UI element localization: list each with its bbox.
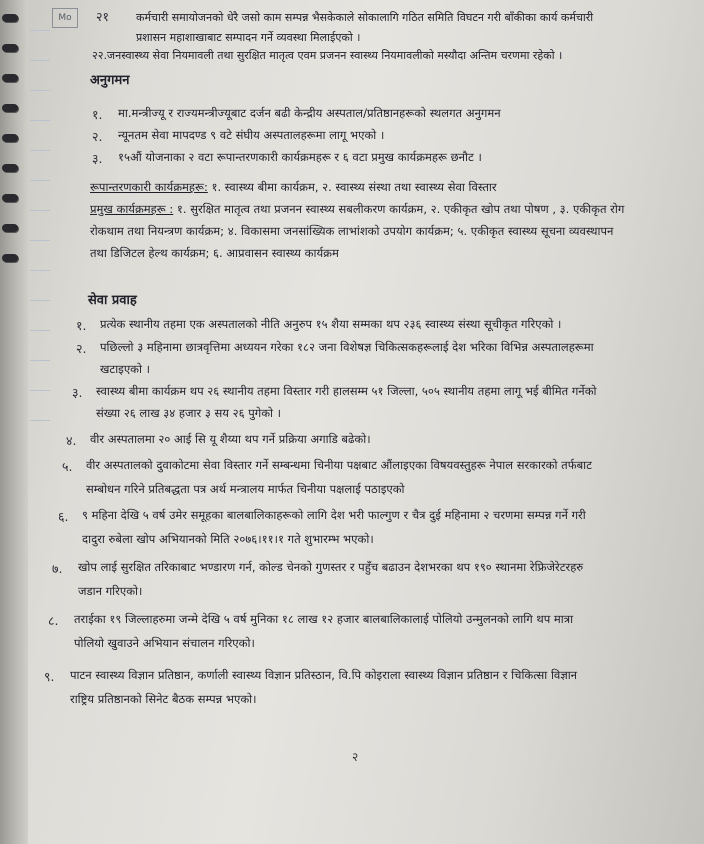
main-programs-label: प्रमुख कार्यक्रमहरू : [90, 202, 174, 216]
page-number: २ [352, 750, 359, 764]
spiral-ring [2, 194, 18, 202]
list-number: ७. [52, 561, 63, 576]
ruled-line [30, 270, 50, 271]
list-item: सम्बोधन गरिने प्रतिबद्धता पत्र अर्थ मन्त्रालय मार्फत चिनीया पक्षलाई पठाइएको [86, 482, 405, 496]
ruled-line [30, 90, 50, 91]
notebook-spiral-binding [0, 0, 28, 844]
list-item: पछिल्लो ३ महिनामा छात्रवृत्तिमा अध्ययन गरेका १८२ जना विशेषज्ञ चिकित्सकहरूलाई देश भरिका विभिन्न अस्पतालहरूमा [100, 340, 594, 354]
ruled-line [30, 60, 50, 61]
section-title-seva: सेवा प्रवाह [88, 293, 137, 308]
spiral-ring [2, 224, 18, 232]
item-number: २१ [96, 9, 110, 24]
list-number: ५. [62, 459, 73, 474]
spiral-ring [2, 44, 18, 52]
list-item: १५औं योजनाका २ वटा रूपान्तरणकारी कार्यक्रमहरू र ६ वटा प्रमुख कार्यक्रमहरू छनौट । [118, 150, 482, 164]
list-item: पोलियो खुवाउने अभियान संचालन गरिएको। [74, 636, 255, 650]
spiral-ring [2, 14, 18, 22]
item-text: कर्मचारी समायोजनको धेरै जसो काम सम्पन्न भैसकेकाले सोकालागि गठित समिति विघटन गरी बाँकीका कार्य कर्मचारी [136, 11, 594, 24]
list-item: वीर अस्पतालमा २० आई सि यू शैय्या थप गर्ने प्रक्रिया अगाडि बढेको। [90, 432, 371, 446]
list-item: मा.मन्त्रीज्यू र राज्यमन्त्रीज्यूबाट दर्जन बढी केन्द्रीय अस्पताल/प्रतिष्ठानहरूको स्थलगत अनुगमन [118, 106, 501, 120]
list-item: दादुरा रुबेला खोप अभियानको मिति २०७६।११।१ गते शुभारम्भ भएको। [82, 532, 374, 546]
list-number: २. [92, 129, 103, 144]
list-number: ३. [92, 151, 103, 166]
ruled-line [30, 180, 50, 181]
list-number: २. [76, 341, 87, 356]
ruled-line [30, 210, 50, 211]
spiral-ring [2, 104, 18, 112]
main-programs-text: १. सुरक्षित मातृत्व तथा प्रजनन स्वास्थ्य सबलीकरण कार्यक्रम, २. एकीकृत खोप तथा पोषण , ३. एकीकृत रोग [173, 202, 625, 216]
ruled-line [30, 360, 50, 361]
list-item: जडान गरिएको। [78, 584, 143, 598]
item-text: प्रशासन महाशाखाबाट सम्पादन गर्ने व्यवस्था मिलाईएको । [136, 31, 361, 44]
list-item: तराईका १९ जिल्लाहरुमा जन्मे देखि ५ वर्ष मुनिका १८ लाख १२ हजार बालबालिकालाई पोलियो उन्मुलनको लागि थप मात्रा [74, 612, 574, 626]
list-item: खोप लाई सुरक्षित तरिकाबाट भण्डारण गर्न, कोल्ड चेनको गुणस्तर र पहुँच बढाउन देशभरका थप १९० स्थानमा रेफ्रिजेरेटरहरु [78, 560, 584, 574]
ruled-line [30, 420, 50, 421]
main-programs [90, 202, 624, 217]
spiral-ring [2, 134, 18, 142]
spiral-ring [2, 74, 18, 82]
item-text: २२.जनस्वास्थ्य सेवा नियमावली तथा सुरक्षित मातृत्व एवम प्रजनन स्वास्थ्य नियमावलीको मस्यौदा अन्तिम चरणमा रहेको । [92, 49, 563, 62]
list-item: संख्या २६ लाख ३४ हजार ३ सय २६ पुगेको । [96, 406, 282, 420]
spiral-ring [2, 164, 18, 172]
ruled-line [30, 330, 50, 331]
ruled-line [30, 390, 50, 391]
main-programs-text: रोकथाम तथा नियन्त्रण कार्यक्रम; ४. विकासमा जनसांख्यिक लाभांशको उपयोग कार्यक्रम; ५. एकीकृत स्वास्थ्य सूचना व्यवस्थापन [90, 224, 614, 238]
list-item: स्वास्थ्य बीमा कार्यक्रम थप २६ स्थानीय तहमा विस्तार गरी हालसम्म ५१ जिल्ला, ५०५ स्थानीय तहमा लागू भई बीमित गर्नेको [96, 384, 597, 398]
list-number: १. [76, 318, 87, 333]
list-number: ९. [44, 669, 55, 684]
main-programs-text: तथा डिजिटल हेल्थ कार्यक्रम; ६. आप्रवासन स्वास्थ्य कार्यक्रम [90, 246, 339, 260]
transformative-programs [90, 180, 497, 195]
list-item: ९ महिना देखि ५ वर्ष उमेर समूहका बालबालिकाहरूको लागि देश भरी फाल्गुण र चैत्र दुई महिनामा २ चरणमा सम्पन्न गर्ने गरी [82, 508, 586, 522]
ruled-line [30, 150, 50, 151]
transformative-programs-text: १. स्वास्थ्य बीमा कार्यक्रम, २. स्वास्थ्य संस्था तथा स्वास्थ्य सेवा विस्तार [207, 180, 497, 194]
ruled-line [30, 30, 50, 31]
ruled-line [30, 240, 50, 241]
list-number: ३. [72, 385, 83, 400]
list-item: खटाइएको । [100, 362, 151, 376]
ruled-line [30, 120, 50, 121]
list-item: पाटन स्वास्थ्य विज्ञान प्रतिष्ठान, कर्णाली स्वास्थ्य विज्ञान प्रतिस्ठान, वि.पि कोइराला स्वास्थ्य विज्ञान प्रतिष्ठान र चिकित्सा विज्ञान [70, 668, 578, 682]
section-title-anugaman: अनुगमन [90, 73, 130, 88]
list-item: प्रत्येक स्थानीय तहमा एक अस्पतालको नीति अनुरुप १५ शैया सम्मका थप २३६ स्वास्थ्य संस्था सूचीकृत गरिएको । [100, 317, 562, 331]
list-number: १. [92, 107, 103, 122]
spiral-ring [2, 254, 18, 262]
ruled-line [30, 300, 50, 301]
list-item: राष्ट्रिय प्रतिष्ठानको सिनेट बैठक सम्पन्न भएको। [70, 692, 257, 706]
list-item: न्यूनतम सेवा मापदण्ड ९ वटे संघीय अस्पतालहरूमा लागू भएको । [118, 128, 385, 142]
transformative-programs-label: रूपान्तरणकारी कार्यक्रमहरू: [90, 180, 208, 194]
list-number: ४. [66, 433, 77, 448]
header-box: Mo [52, 8, 78, 28]
list-number: ६. [58, 509, 69, 524]
list-item: वीर अस्पतालको दुवाकोटमा सेवा विस्तार गर्ने सम्बन्धमा चिनीया पक्षबाट औंलाइएका विषयवस्तुहरू नेपाल सरकारको तर्फबाट [86, 458, 592, 472]
list-number: ८. [48, 613, 59, 628]
